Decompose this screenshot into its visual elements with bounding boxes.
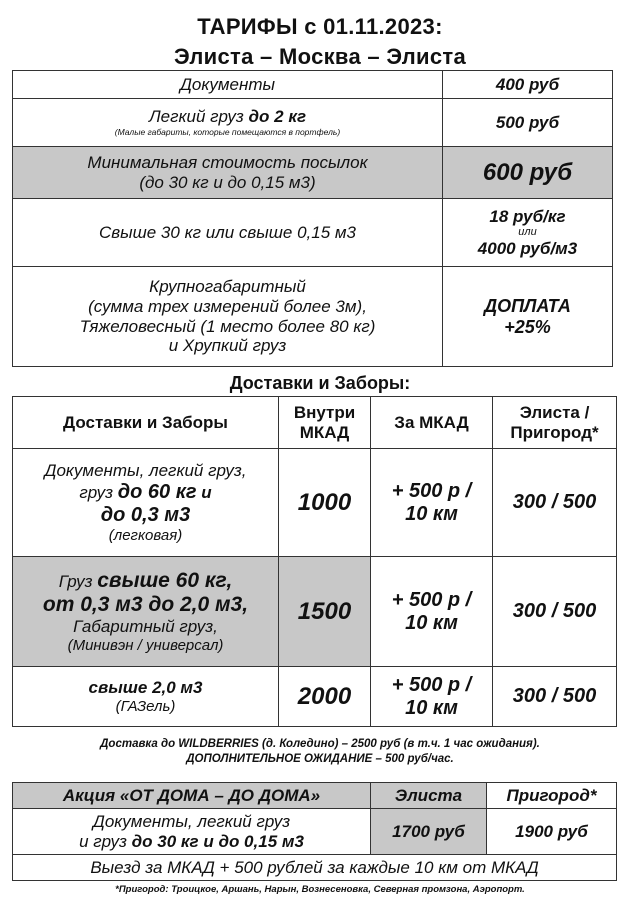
row1-weight: до 60 кг <box>117 480 197 503</box>
row3-desc <box>13 667 279 727</box>
deliveries-table <box>12 396 617 727</box>
row1-prefix: груз <box>79 482 118 502</box>
header-elista-line-2: Пригород* <box>510 422 599 442</box>
row2-outside-line-2: 10 км <box>405 611 458 634</box>
oversize-surcharge-value: +25% <box>504 316 551 337</box>
header-deliveries: Доставки и Заборы <box>13 397 279 449</box>
promo-col-suburb: Пригород* <box>487 783 617 809</box>
row3-line-1: свыше 2,0 м3 <box>88 678 203 698</box>
table-row <box>13 449 617 557</box>
header-inside-line-2: МКАД <box>299 422 350 442</box>
promo-desc-line-2 <box>16 832 367 852</box>
row3-outside-line-1: + 500 р / <box>391 673 472 696</box>
promo-desc <box>13 809 371 855</box>
light-cargo-label: Легкий груз <box>148 106 249 126</box>
oversize-line-1: Крупногабаритный <box>149 277 306 297</box>
row3-line-2: (ГАЗель) <box>115 697 176 715</box>
row2-line-1 <box>16 569 275 593</box>
promo-price-elista: 1700 руб <box>371 809 487 855</box>
tariffs-table <box>12 70 613 367</box>
row2-line-4: (Минивэн / универсал) <box>67 636 224 654</box>
row2-inside-price: 1500 <box>279 557 371 667</box>
over30-price-cell <box>443 199 613 267</box>
wildberries-note: Доставка до WILDBERRIES (д. Коледино) – 2500 руб (в т.ч. 1 час ожидания). <box>100 738 540 750</box>
promo-table <box>12 782 617 881</box>
header-outside-mkad: За МКАД <box>371 397 493 449</box>
over30-or: или <box>518 226 537 239</box>
minimum-cell <box>13 147 443 199</box>
row3-elista-price: 300 / 500 <box>493 667 617 727</box>
row1-outside-price <box>371 449 493 557</box>
table-row <box>13 99 613 147</box>
waiting-note: ДОПОЛНИТЕЛЬНОЕ ОЖИДАНИЕ – 500 руб/час. <box>186 753 454 765</box>
promo-desc-weight: до 30 кг и до 0,15 м3 <box>131 831 304 851</box>
row2-elista-price: 300 / 500 <box>493 557 617 667</box>
light-cargo-cell <box>13 99 443 147</box>
oversize-price-cell <box>443 267 613 367</box>
deliveries-section-title: Доставки и Заборы: <box>229 373 411 393</box>
minimum-line-2: (до 30 кг и до 0,15 м3) <box>139 172 316 192</box>
light-cargo-weight: до 2 кг <box>248 106 307 126</box>
title-line-1: ТАРИФЫ с 01.11.2023: <box>197 14 443 39</box>
light-cargo-price: 500 руб <box>443 99 613 147</box>
promo-title: Акция «ОТ ДОМА – ДО ДОМА» <box>13 783 371 809</box>
table-row <box>13 71 613 99</box>
oversize-cell <box>13 267 443 367</box>
row2-prefix: Груз <box>58 571 98 591</box>
oversize-line-3: Тяжеловесный (1 место более 80 кг) <box>79 316 376 336</box>
row1-suffix: и <box>196 482 212 502</box>
promo-desc-line-1: Документы, легкий груз <box>92 811 291 831</box>
row1-line-1: Документы, легкий груз, <box>44 461 247 481</box>
over30-label: Свыше 30 кг или свыше 0,15 м3 <box>13 199 443 267</box>
promo-departure-note: Выезд за МКАД + 500 рублей за каждые 10 км от МКАД <box>13 855 617 881</box>
title-line-2: Элиста – Москва – Элиста <box>173 44 466 69</box>
row2-outside-line-1: + 500 р / <box>391 588 472 611</box>
row1-outside-line-2: 10 км <box>405 502 458 525</box>
minimum-line-1: Минимальная стоимость посылок <box>87 152 368 172</box>
row2-line-2: от 0,3 м3 до 2,0 м3, <box>42 593 249 617</box>
row2-weight: свыше 60 кг, <box>97 568 233 592</box>
over30-price-kg: 18 руб/кг <box>489 206 566 226</box>
table-row <box>13 783 617 809</box>
table-row <box>13 267 613 367</box>
row3-outside-line-2: 10 км <box>405 696 458 719</box>
row1-inside-price: 1000 <box>279 449 371 557</box>
row1-line-2 <box>16 481 275 504</box>
oversize-surcharge-label: ДОПЛАТА <box>484 295 571 316</box>
header-inside-line-1: Внутри <box>293 402 356 422</box>
documents-price: 400 руб <box>443 71 613 99</box>
row3-outside-price <box>371 667 493 727</box>
documents-label: Документы <box>13 71 443 99</box>
table-row <box>13 397 617 449</box>
header-elista-line-1: Элиста / <box>519 402 590 422</box>
row2-outside-price <box>371 557 493 667</box>
promo-desc-prefix: и груз <box>79 831 132 851</box>
header-inside-mkad <box>279 397 371 449</box>
row1-line-4: (легковая) <box>108 526 183 544</box>
table-row <box>13 667 617 727</box>
header-elista <box>493 397 617 449</box>
promo-price-suburb: 1900 руб <box>487 809 617 855</box>
suburb-footnote: *Пригород: Троицкое, Аршань, Нарын, Вознесеновка, Северная промзона, Аэропорт. <box>115 884 525 895</box>
promo-col-elista: Элиста <box>371 783 487 809</box>
row2-line-3: Габаритный груз, <box>73 617 218 637</box>
row3-inside-price: 2000 <box>279 667 371 727</box>
table-row <box>13 855 617 881</box>
over30-price-m3: 4000 руб/м3 <box>477 238 578 258</box>
minimum-price: 600 руб <box>443 147 613 199</box>
table-row <box>13 809 617 855</box>
table-row <box>13 199 613 267</box>
row1-elista-price: 300 / 500 <box>493 449 617 557</box>
row1-line-3: до 0,3 м3 <box>100 503 191 526</box>
row1-desc <box>13 449 279 557</box>
row2-desc <box>13 557 279 667</box>
row1-outside-line-1: + 500 р / <box>391 479 472 502</box>
table-row <box>13 557 617 667</box>
oversize-line-4: и Хрупкий груз <box>168 336 287 356</box>
table-row <box>13 147 613 199</box>
oversize-line-2: (сумма трех измерений более 3м), <box>88 296 367 316</box>
light-cargo-note: (Малые габариты, которые помещаются в портфель) <box>114 127 341 138</box>
